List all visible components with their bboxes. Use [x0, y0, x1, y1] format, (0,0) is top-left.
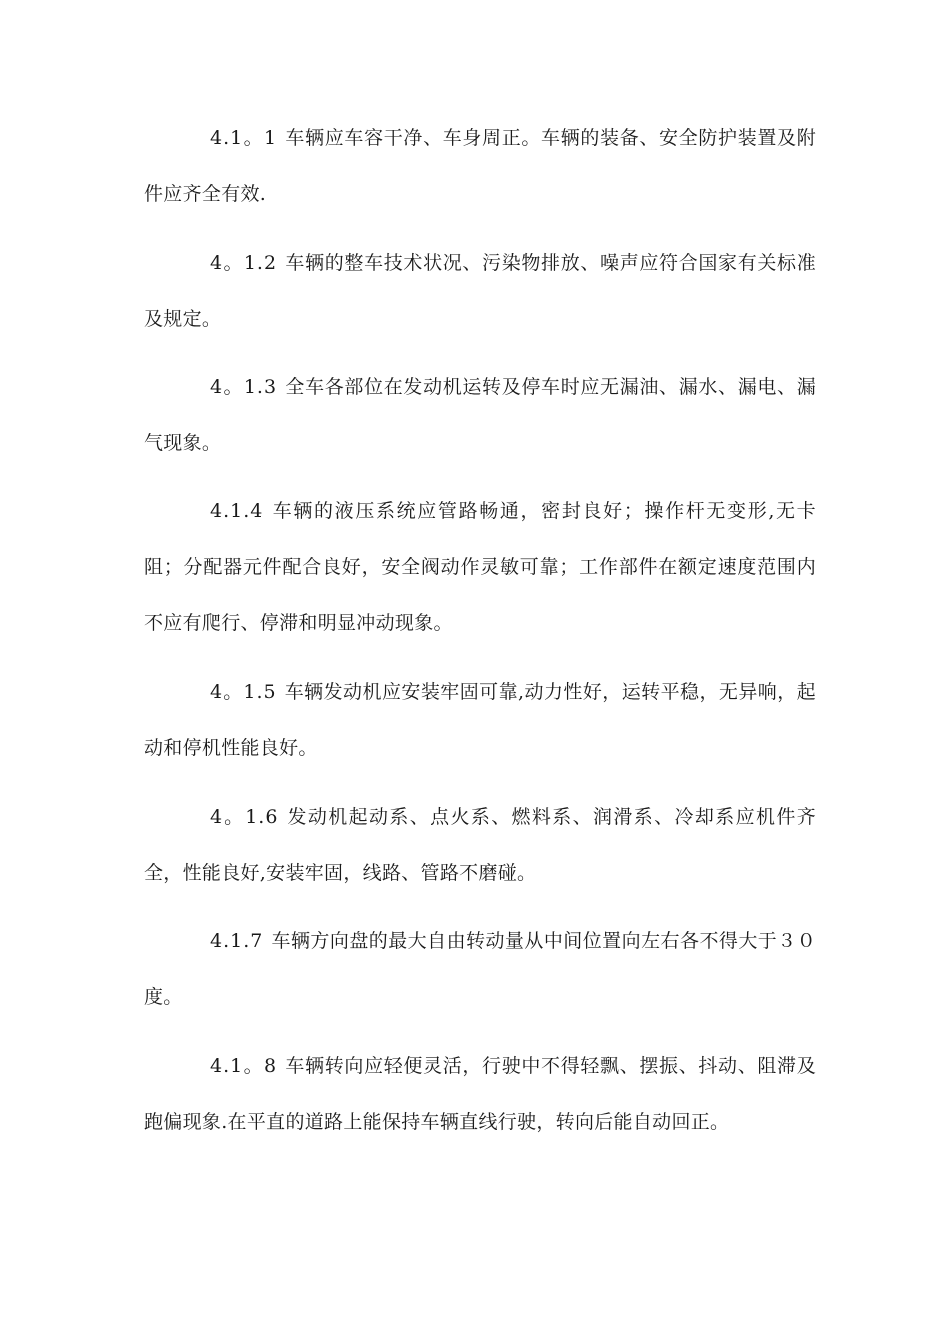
clause-4-1-4 [144, 483, 816, 651]
clause-number: 4。1.3 [210, 376, 278, 398]
clause-number: 4。1.5 [210, 681, 277, 703]
clause-number: 4.1。8 [210, 1055, 278, 1077]
clause-4-1-5 [144, 664, 816, 776]
clause-number: 4。1.2 [210, 252, 278, 274]
clause-number: 4。1.6 [210, 806, 279, 828]
clause-text: 发动机起动系、点火系、燃料系、润滑系、冷却系应机件齐全，性能良好,安装牢固，线路、管路不磨碰。 [144, 806, 816, 884]
clause-text: 车辆方向盘的最大自由转动量从中间位置向左右各不得大于３０度。 [144, 930, 816, 1008]
clause-4-1-3 [144, 359, 816, 471]
clause-text: 车辆转向应轻便灵活，行驶中不得轻飘、摆振、抖动、阻滞及跑偏现象.在平直的道路上能保持车辆直线行驶，转向后能自动回正。 [144, 1055, 816, 1133]
clause-number: 4.1.4 [210, 500, 264, 522]
clause-text: 车辆应车容干净、车身周正。车辆的装备、安全防护装置及附件应齐全有效. [144, 127, 816, 205]
clause-number: 4.1.7 [210, 930, 264, 952]
clause-number: 4.1。1 [210, 127, 278, 149]
clause-text: 全车各部位在发动机运转及停车时应无漏油、漏水、漏电、漏气现象。 [144, 376, 816, 454]
clause-4-1-2 [144, 235, 816, 347]
clause-text: 车辆的整车技术状况、污染物排放、噪声应符合国家有关标准及规定。 [144, 252, 816, 330]
clause-text: 车辆的液压系统应管路畅通，密封良好；操作杆无变形,无卡阻；分配器元件配合良好，安全阀动作灵敏可靠；工作部件在额定速度范围内不应有爬行、停滞和明显冲动现象。 [144, 500, 816, 634]
clause-4-1-7 [144, 913, 816, 1025]
clause-4-1-1 [144, 110, 816, 222]
clause-4-1-8 [144, 1038, 816, 1150]
clause-text: 车辆发动机应安装牢固可靠,动力性好，运转平稳，无异响，起动和停机性能良好。 [144, 681, 816, 759]
clause-4-1-6 [144, 789, 816, 901]
